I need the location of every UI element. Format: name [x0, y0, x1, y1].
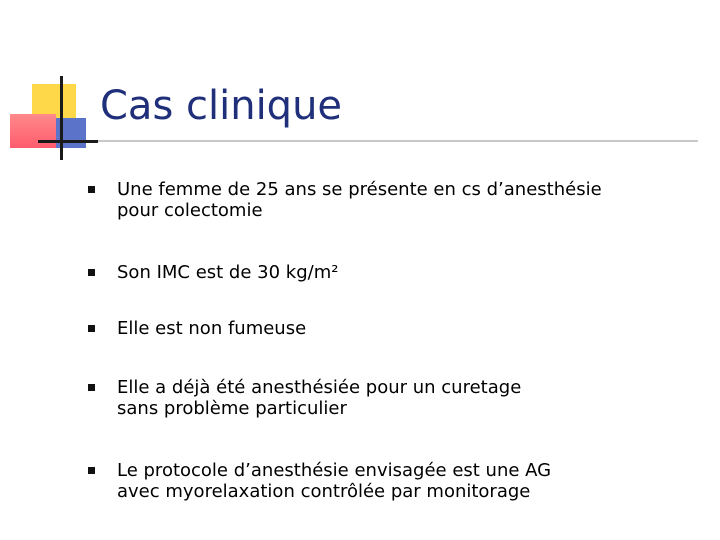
bullet-line: sans problème particulier [117, 398, 347, 419]
bullet-text [117, 318, 637, 339]
square-bullet-icon [88, 325, 95, 332]
square-bullet-icon [88, 467, 95, 474]
square-bullet-icon [88, 186, 95, 193]
bullet-line: Son IMC est de 30 kg/m² [117, 262, 339, 283]
logo-vertical-line [60, 76, 63, 160]
bullet-line: Elle a déjà été anesthésiée pour un curetage [117, 377, 522, 398]
square-bullet-icon [88, 384, 95, 391]
title-underline [98, 140, 698, 142]
bullet-line: Une femme de 25 ans se présente en cs d’anesthésie [117, 179, 602, 200]
slide-logo-decoration [0, 0, 100, 170]
bullet-line: pour colectomie [117, 200, 263, 221]
bullet-text [117, 460, 637, 502]
square-bullet-icon [88, 269, 95, 276]
logo-horizontal-line [38, 140, 98, 143]
bullet-text [117, 377, 637, 419]
bullet-line: Le protocole d’anesthésie envisagée est une AG [117, 460, 552, 481]
bullet-line: Elle est non fumeuse [117, 318, 307, 339]
slide-title: Cas clinique [100, 83, 343, 129]
bullet-text [117, 262, 637, 283]
bullet-text [117, 179, 637, 221]
bullet-line: avec myorelaxation contrôlée par monitorage [117, 481, 531, 502]
